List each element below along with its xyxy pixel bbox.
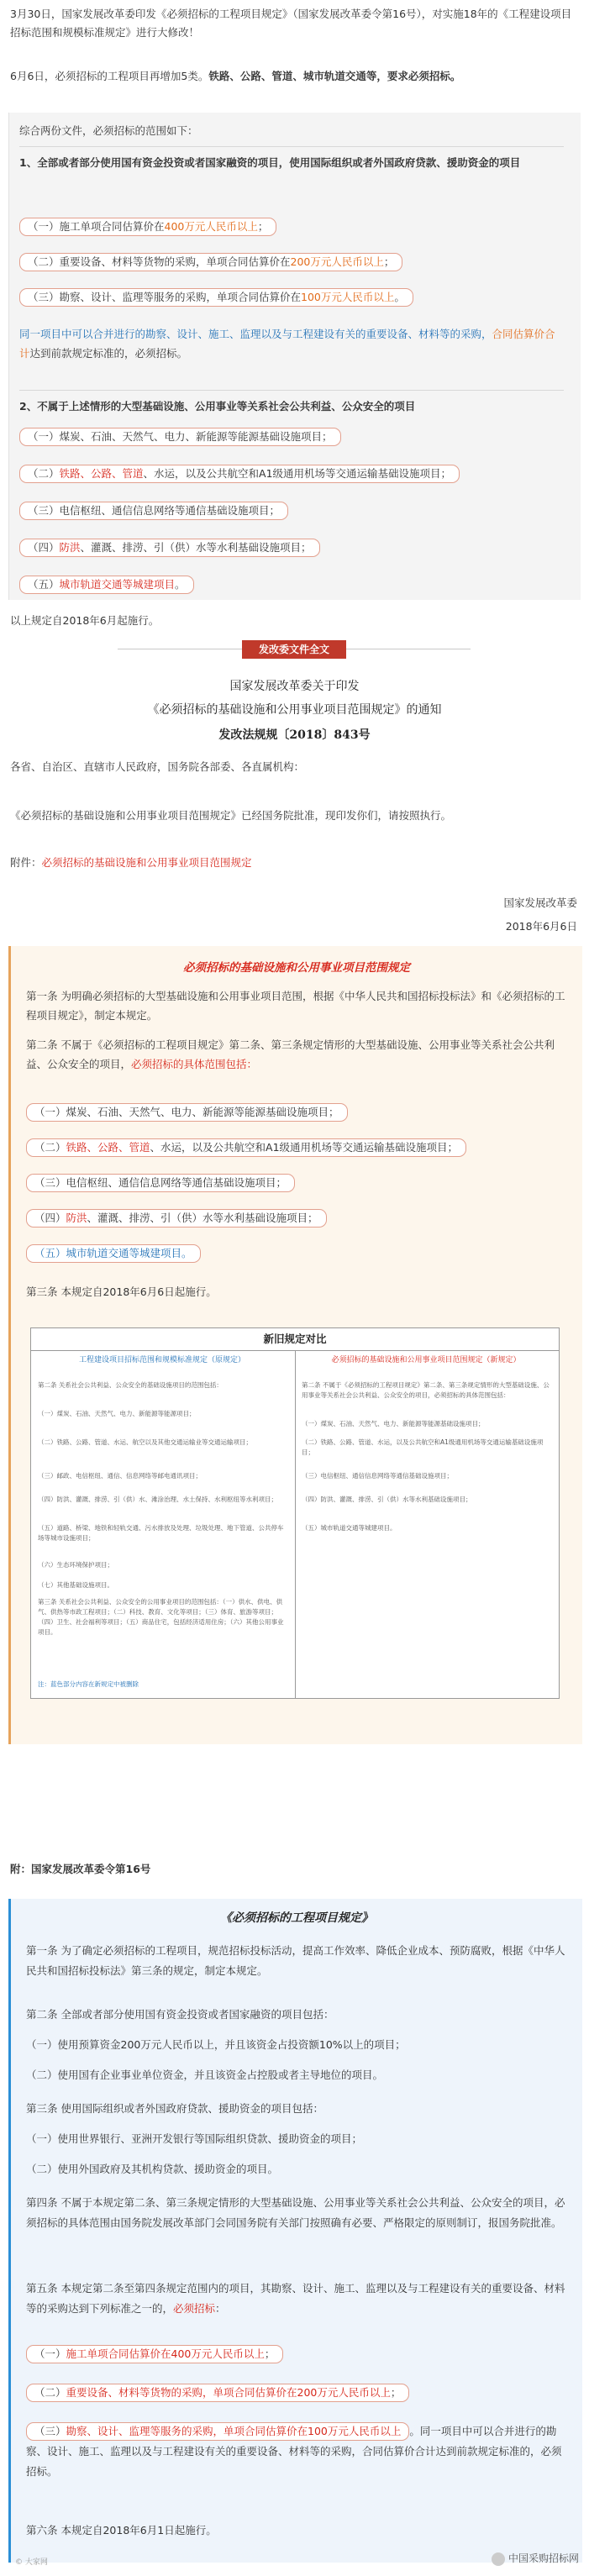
old-rule-row: （六）生态环境保护项目；: [38, 1561, 113, 1569]
old-rule-row: 第三条 关系社会公共利益、公众安全的公用事业项目的范围包括：（一）供水、供电、供气、供热等市政工程项目；（二）科技、教育、文化等项目；（三）体育、旅游等项目；（四）卫生、社会福利等项目；（五）商品住宅，包括经济适用住房；（六）其他公用事业项目。: [38, 1598, 284, 1636]
combined-procurement-note: 同一项目中可以合并进行的勘察、设计、施工、监理以及与工程建设有关的重要设备、材料等的采购，合同估算价合计达到前款规定标准的，必须招标。: [19, 328, 555, 360]
order-article-5-item-2: （二）重要设备、材料等货物的采购，单项合同估算价在200万元人民币以上；: [26, 2383, 571, 2403]
summary-intro: 综合两份文件，必须招标的范围如下：: [19, 124, 198, 137]
image-credit: © 大家网: [15, 2558, 48, 2567]
order-article-3: 第三条 使用国际组织或者外国政府贷款、援助资金的项目包括：: [26, 2102, 323, 2115]
summary-box: [8, 113, 581, 600]
order-article-2-item-2: （二）使用国有企业事业单位资金，并且该资金占控股或者主导地位的项目。: [26, 2069, 384, 2081]
watermark: 中国采购招标网: [492, 2551, 579, 2566]
rule-item-3: （三）电信枢纽、通信信息网络等通信基础设施项目；: [26, 1173, 571, 1192]
order-article-5: 第五条 本规定第二条至第四条规定范围内的项目，其勘察、设计、施工、监理以及与工程建设有关的重要设备、材料等的采购达到下列标准之一的，必须招标：: [26, 2282, 565, 2315]
notice-addressee: 各省、自治区、直辖市人民政府，国务院各部委、各直属机构：: [10, 760, 305, 773]
divider: [19, 390, 564, 391]
rule-item-1: （一）煤炭、石油、天然气、电力、新能源等能源基础设施项目；: [26, 1102, 571, 1122]
wechat-icon: [492, 2552, 505, 2566]
article-3: 第三条 本规定自2018年6月6日起施行。: [26, 1285, 217, 1298]
order-article-3-item-1: （一）使用世界银行、亚洲开发银行等国际组织贷款、援助资金的项目；: [26, 2132, 363, 2145]
old-rule-row: （五）道路、桥梁、地铁和轻轨交通、污水排放及处理、垃圾处理、地下管道、公共停车场等城市设施项目；: [38, 1524, 284, 1542]
rules-title: 必须招标的基础设施和公用事业项目范围规定: [183, 961, 410, 975]
old-rule-row: （七）其他基础设施项目。: [38, 1581, 113, 1589]
order-title: 《必须招标的工程项目规定》: [220, 1911, 373, 1925]
section-2-heading: 2、不属于上述情形的大型基础设施、公用事业等关系社会公共利益、公众安全的项目: [19, 400, 416, 413]
notice-number: 发改法规规〔2018〕843号: [218, 728, 371, 742]
section-tag: 发改委文件全文: [242, 640, 346, 659]
item-urban: （五）城市轨道交通等城建项目。: [19, 575, 564, 594]
order-article-2-item-1: （一）使用预算资金200万元人民币以上，并且该资金占投资额10%以上的项目；: [26, 2038, 406, 2051]
comparison-note: 注：蓝色部分内容在新规定中被删除: [38, 1680, 139, 1688]
order-article-4: 第四条 不属于本规定第二条、第三条规定情形的大型基础设施、公用事业等关系社会公共利益、公众安全的项目，必须招标的具体范围由国务院发展改革部门会同国务院有关部门按照确有必要、严格限定的原则制订，报国务院批准。: [26, 2196, 565, 2229]
item-energy: （一）煤炭、石油、天然气、电力、新能源等能源基础设施项目；: [19, 427, 564, 446]
old-rule-row: （一）煤炭、石油、天然气、电力、新能源等能源项目；: [38, 1410, 196, 1417]
intro-paragraph-1: 3月30日，国家发展改革委印发《必须招标的工程项目规定》（国家发展改革委令第16号），对实施18年的《工程建设项目招标范围和规模标准规定》进行大修改！: [10, 8, 572, 39]
old-rule-row: （三）邮政、电信枢纽、通信、信息网络等邮电通讯项目；: [38, 1472, 202, 1480]
new-rule-row: （一）煤炭、石油、天然气、电力、新能源等能源基础设施项目；: [302, 1420, 485, 1427]
order-article-5-item-3: （三）勘察、设计、监理等服务的采购，单项合同估算价在100万元人民币以上 。同一项目中可以合并进行的勘察、设计、施工、监理以及与工程建设有关的重要设备、材料等的采购，合同估算价合计达到前款规定标准的，必须招标。: [26, 2421, 571, 2482]
new-rule-row: （三）电信枢纽、通信信息网络等通信基础设施项目；: [302, 1472, 453, 1480]
notice-attachment: 附件：必须招标的基础设施和公用事业项目范围规定: [10, 856, 252, 869]
item-telecom: （三）电信枢纽、通信信息网络等通信基础设施项目；: [19, 501, 564, 520]
new-rule-row: （二）铁路、公路、管道、水运，以及公共航空和A1级通用机场等交通运输基础设施项目；: [302, 1438, 544, 1456]
divider: [19, 146, 564, 147]
item-transport: （二）铁路、公路、管道、水运，以及公共航空和A1级通用机场等交通运输基础设施项目；: [19, 464, 564, 483]
order-article-5-item-1: （一）施工单项合同估算价在400万元人民币以上；: [26, 2344, 571, 2364]
appendix-heading: 附：国家发展改革委令第16号: [10, 1863, 151, 1875]
item-water: （四）防洪、灌溉、排涝、引（供）水等水利基础设施项目；: [19, 538, 564, 557]
comparison-table: [30, 1327, 560, 1699]
intro-paragraph-2: 6月6日，必须招标的工程项目再增加5类。铁路、公路、管道、城市轨道交通等，要求必须招标。: [10, 70, 461, 82]
article-2: 第二条 不属于《必须招标的工程项目规定》第二条、第三条规定情形的大型基础设施、公用事业等关系社会公共利益、公众安全的项目，必须招标的具体范围包括：: [26, 1038, 555, 1070]
effective-note: 以上规定自2018年6月起施行。: [10, 614, 160, 627]
old-rule-row: （二）铁路、公路、管道、水运、航空以及其他交通运输业等交通运输项目；: [38, 1438, 252, 1446]
old-rule-header: 工程建设项目招标范围和规模标准规定（原规定）: [78, 1356, 245, 1364]
column-divider: [295, 1350, 296, 1698]
order-article-1: 第一条 为了确定必须招标的工程项目，规范招标投标活动，提高工作效率、降低企业成本、预防腐败，根据《中华人民共和国招标投标法》第三条的规定，制定本规定。: [26, 1944, 565, 1977]
old-rule-row: （四）防洪、灌溉、排涝、引（供）水、滩涂治理、水土保持、水利枢纽等水利项目；: [38, 1496, 277, 1503]
rule-item-5: （五）城市轨道交通等城建项目。: [26, 1243, 571, 1263]
order-article-6: 第六条 本规定自2018年6月1日起施行。: [26, 2524, 217, 2537]
comparison-title: 新旧规定对比: [31, 1328, 559, 1351]
notice-title-2: 《必须招标的基础设施和公用事业项目范围规定》的通知: [147, 703, 442, 717]
article-1: 第一条 为明确必须招标的大型基础设施和公用事业项目范围，根据《中华人民共和国招标投标法》和《必须招标的工程项目规定》，制定本规定。: [26, 990, 565, 1022]
notice-title-1: 国家发展改革委关于印发: [229, 680, 360, 693]
new-rule-row: （五）城市轨道交通等城建项目。: [302, 1524, 397, 1532]
new-rule-header: 必须招标的基础设施和公用事业项目范围规定（新规定）: [331, 1356, 521, 1364]
item-3: （三）勘察、设计、监理等服务的采购，单项合同估算价在100万元人民币以上。: [19, 287, 564, 307]
notice-date: 2018年6月6日: [505, 920, 577, 933]
old-rule-row: 第二条 关系社会公共利益、公众安全的基础设施项目的范围包括：: [38, 1381, 223, 1389]
order-article-2: 第二条 全部或者部分使用国有资金投资或者国家融资的项目包括：: [26, 2008, 334, 2021]
new-rule-row: 第二条 不属于《必须招标的工程项目规定》第二条、第三条规定情形的大型基础设施、公用事业等关系社会公共利益、公众安全的项目，必须招标的具体范围包括：: [302, 1381, 550, 1399]
order-box: [8, 1899, 582, 2563]
rule-item-2: （二）铁路、公路、管道、水运，以及公共航空和A1级通用机场等交通运输基础设施项目；: [26, 1138, 571, 1157]
section-tag-bar: [0, 640, 589, 659]
rule-item-4: （四）防洪、灌溉、排涝、引（供）水等水利基础设施项目；: [26, 1208, 571, 1228]
order-article-3-item-2: （二）使用外国政府及其机构贷款、援助资金的项目。: [26, 2163, 279, 2175]
notice-signature: 国家发展改革委: [503, 896, 577, 909]
item-2: （二）重要设备、材料等货物的采购，单项合同估算价在200万元人民币以上；: [19, 252, 564, 271]
item-1: （一）施工单项合同估算价在400万元人民币以上；: [19, 217, 564, 236]
notice-body: 《必须招标的基础设施和公用事业项目范围规定》已经国务院批准，现印发你们，请按照执行。: [10, 809, 452, 822]
new-rule-row: （四）防洪、灌溉、排涝、引（供）水等水利基础设施项目；: [302, 1496, 472, 1503]
section-1-heading: 1、全部或者部分使用国有资金投资或者国家融资的项目，使用国际组织或者外国政府贷款、援助资金的项目: [19, 156, 521, 169]
